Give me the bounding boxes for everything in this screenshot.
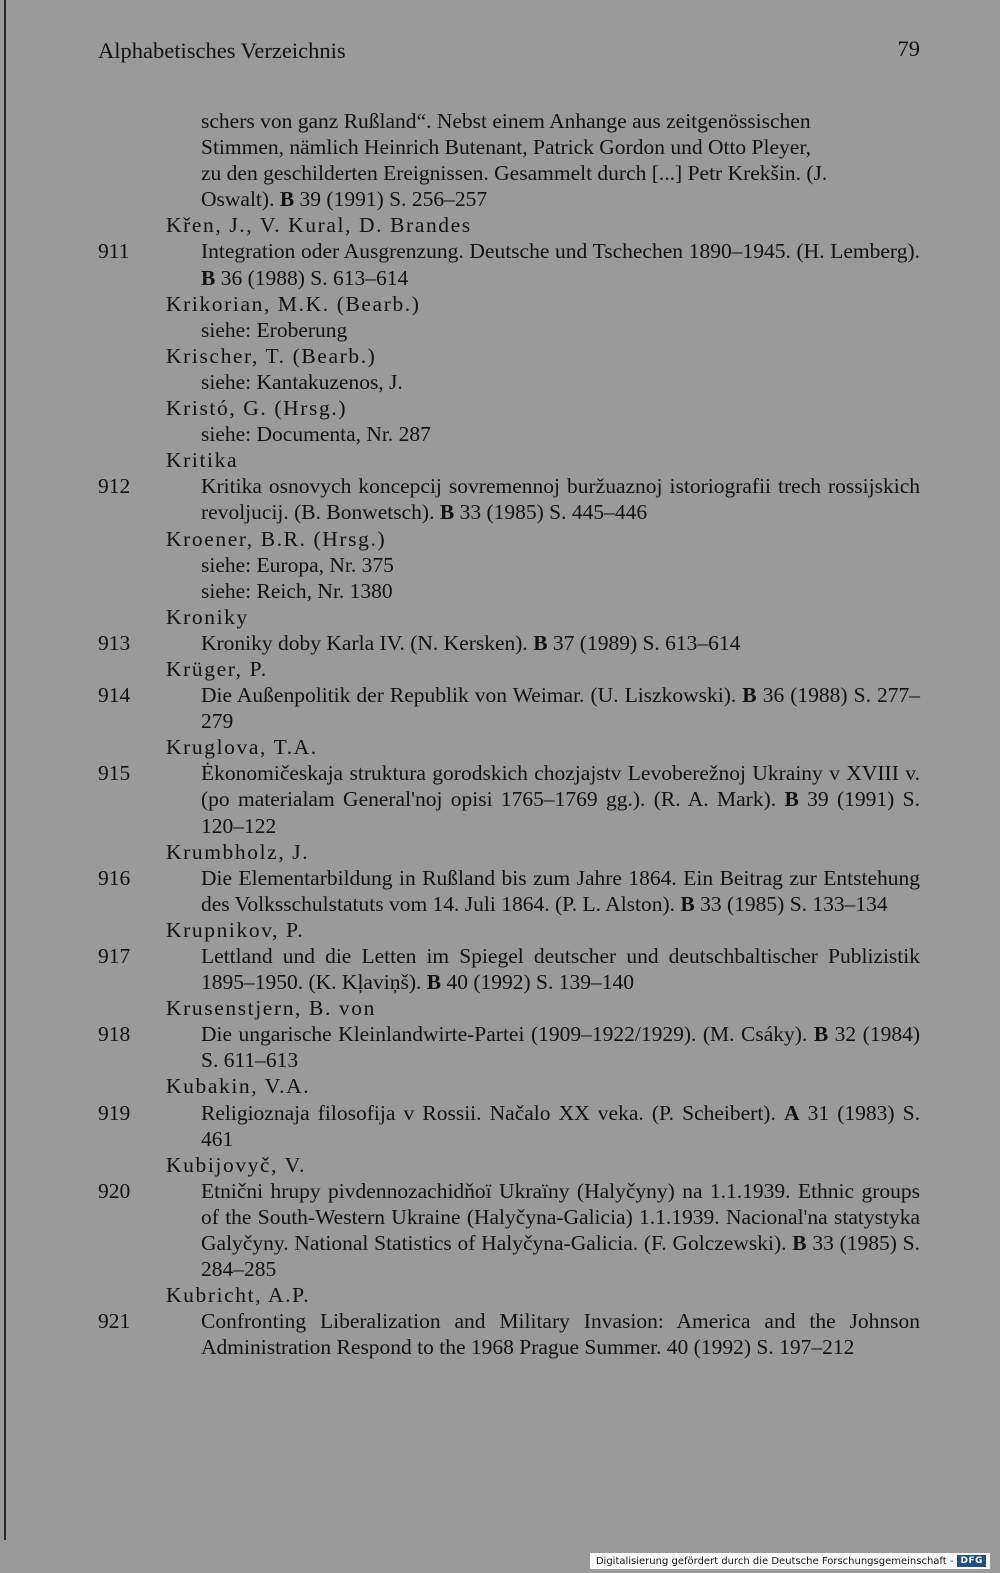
entry-number: 914	[98, 683, 131, 708]
entry-line: zu den geschilderten Ereignissen. Gesammelt durch [...] Petr Krekšin. (J.	[201, 161, 828, 186]
index-entry	[98, 943, 920, 995]
index-entry	[98, 1308, 920, 1360]
footer-credit	[590, 1553, 990, 1569]
author-heading: Kruglova, T.A.	[166, 735, 318, 760]
entry-line: schers von ganz Rußland“. Nebst einem Anhange aus zeitgenössischen	[201, 109, 811, 133]
entry-text: Integration oder Ausgrenzung. Deutsche und Tschechen 1890–1945. (H. Lemberg). B 36 (1988) S. 613–614	[201, 239, 920, 290]
entry-number: 919	[98, 1100, 131, 1125]
author-heading: Kroniky	[166, 604, 249, 629]
footer-text: Digitalisierung gefördert durch die Deutsche Forschungsgemeinschaft -	[595, 1555, 954, 1567]
index-entry	[98, 1100, 920, 1152]
author-heading: Krusenstjern, B. von	[166, 996, 376, 1021]
author-heading: Kubricht, A.P.	[166, 1283, 311, 1308]
page-number: 79	[897, 36, 920, 61]
entry-number: 916	[98, 865, 131, 890]
entry-number: 911	[98, 239, 130, 264]
entry-number: 920	[98, 1178, 131, 1203]
entry-line: siehe: Europa, Nr. 375	[201, 552, 394, 577]
author-heading: Křen, J., V. Kural, D. Brandes	[166, 213, 472, 238]
index-list	[98, 108, 920, 1361]
entry-text: Confronting Liberalization and Military Invasion: America and the Johnson Administration Respond to the 1968 Prague Summer. 40 (1992) S. 197–212	[201, 1309, 920, 1360]
index-entry	[98, 630, 920, 656]
entry-line: Oswalt). B 39 (1991) S. 256–257	[201, 187, 488, 212]
entry-number: 917	[98, 944, 131, 968]
entry-text: Lettland und die Letten im Spiegel deutscher und deutschbaltischer Publizistik 1895–1950. (K. Kļaviņš). B 40 (1992) S. 139–140	[201, 944, 920, 995]
author-heading: Krischer, T. (Bearb.)	[166, 343, 377, 368]
entry-number: 915	[98, 761, 131, 786]
entry-number: 912	[98, 474, 131, 499]
entry-line: Stimmen, nämlich Heinrich Butenant, Patrick Gordon und Otto Pleyer,	[201, 135, 811, 160]
author-heading: Kroener, B.R. (Hrsg.)	[166, 526, 387, 551]
dfg-logo-icon: DFG	[957, 1555, 986, 1567]
index-entry	[98, 1021, 920, 1073]
author-heading: Krupnikov, P.	[166, 917, 305, 942]
entry-text: Die ungarische Kleinlandwirte-Partei (1909–1922/1929). (M. Csáky). B 32 (1984) S. 611–613	[201, 1022, 920, 1073]
entry-line: siehe: Reich, Nr. 1380	[201, 578, 393, 603]
index-entry	[98, 1178, 920, 1282]
index-entry	[98, 760, 920, 838]
entry-line: siehe: Kantakuzenos, J.	[201, 369, 403, 394]
index-entry	[98, 865, 920, 917]
author-heading: Krikorian, M.K. (Bearb.)	[166, 291, 421, 316]
entry-text: Kroniky doby Karla IV. (N. Kersken). B 37 (1989) S. 613–614	[201, 630, 741, 655]
entry-number: 918	[98, 1022, 131, 1047]
author-heading: Krumbholz, J.	[166, 839, 310, 864]
page-header	[98, 36, 920, 66]
page-edge-line	[4, 0, 6, 1540]
index-entry	[98, 473, 920, 525]
entry-text: Ėkonomičeskaja struktura gorodskich chozjajstv Levoberežnoj Ukrainy v XVIII v. (po materialam General'noj opisi 1765–1769 gg.). (R. A. Mark). B 39 (1991) S. 120–122	[201, 761, 920, 838]
running-title: Alphabetisches Verzeichnis	[98, 38, 346, 63]
entry-text: Religioznaja filosofija v Rossii. Načalo XX veka. (P. Scheibert). A 31 (1983) S. 461	[201, 1100, 921, 1151]
author-heading: Kubijovyč, V.	[166, 1152, 307, 1177]
author-heading: Kritika	[166, 448, 239, 473]
entry-line: siehe: Documenta, Nr. 287	[201, 422, 431, 447]
entry-text: Etnični hrupy pivdennozachidňoï Ukraïny (Halyčyny) na 1.1.1939. Ethnic groups of the South-Western Ukraine (Halyčyna-Galicia) 1.1.1939. Nacional'na statystyka Galyčyny. National Statistics of Halyčyna-Galicia. (F. Golczewski). B 33 (1985) S. 284–285	[201, 1178, 920, 1282]
author-heading: Kristó, G. (Hrsg.)	[166, 396, 348, 421]
author-heading: Krüger, P.	[166, 656, 268, 681]
entry-number: 921	[98, 1309, 131, 1334]
entry-number: 913	[98, 630, 131, 655]
index-entry	[98, 238, 920, 290]
entry-text: Die Außenpolitik der Republik von Weimar. (U. Liszkowski). B 36 (1988) S. 277–279	[201, 683, 920, 734]
entry-text: Kritika osnovych koncepcij sovremennoj buržuaznoj istoriografii trech rossijskich revoljucij. (B. Bonwetsch). B 33 (1985) S. 445–446	[201, 474, 920, 525]
index-entry	[98, 682, 920, 734]
author-heading: Kubakin, V.A.	[166, 1074, 311, 1099]
entry-line: siehe: Eroberung	[201, 317, 348, 342]
entry-text: Die Elementarbildung in Rußland bis zum Jahre 1864. Ein Beitrag zur Entstehung des Volksschulstatuts vom 14. Juli 1864. (P. L. Alston). B 33 (1985) S. 133–134	[201, 865, 920, 916]
